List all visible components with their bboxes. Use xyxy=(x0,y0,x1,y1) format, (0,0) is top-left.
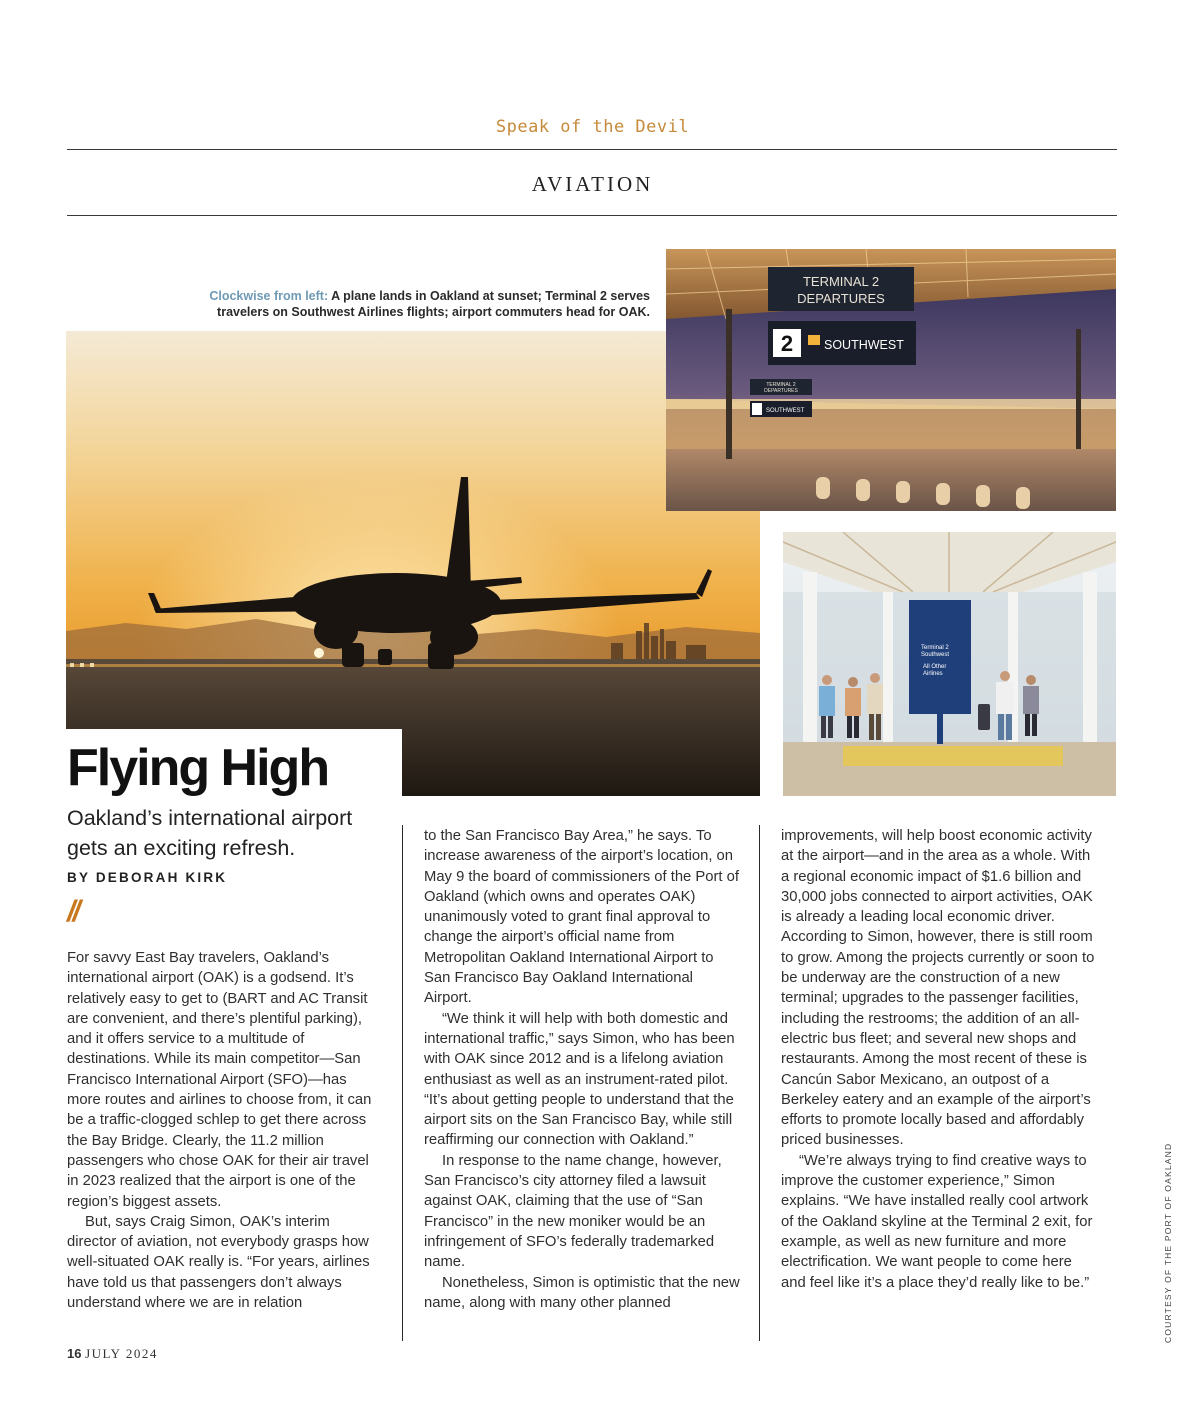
caption-lead: Clockwise from left: xyxy=(209,289,329,303)
paragraph: “We think it will help with both domestic and international traffic,” says Simon, who has been with OAK since 2012 and is a lifelong aviation enthusiast as well as an instrument-rated pilot. “It’s about getting people to understand that the airport sits on the San Francisco Bay, while still reaffirming our connection with Oakland.” xyxy=(424,1010,735,1149)
wayfinding-line2: Southwest xyxy=(921,652,950,658)
article-dek: Oakland’s international airport gets an exciting refresh. xyxy=(67,806,353,860)
paragraph: In response to the name change, however, San Francisco’s city attorney filed a lawsuit against OAK, claiming that the use of “San Francisco” in the new moniker would be an infringement of SFO’s federally trademarked name. xyxy=(424,1152,722,1271)
page-footer xyxy=(67,1346,158,1362)
page-number: 16 xyxy=(67,1346,82,1361)
top-rule xyxy=(67,149,1117,150)
terminal-departures-photo xyxy=(666,249,1116,511)
small-terminal-sign-line2: DEPARTURES xyxy=(764,388,798,394)
ornament-slashes: // xyxy=(67,895,78,928)
paragraph: Nonetheless, Simon is optimistic that the new name, along with many other planned xyxy=(424,1274,740,1311)
small-southwest-label: SOUTHWEST xyxy=(766,408,805,414)
article-column-2 xyxy=(424,826,742,1313)
terminal-sign-line1: TERMINAL 2 xyxy=(802,274,880,289)
wayfinding-line3: All Other xyxy=(923,664,947,670)
paragraph: But, says Craig Simon, OAK’s interim director of aviation, not everybody grasps how well-situated OAK really is. “For years, airlines have told us that passengers don’t always understand where we are in relation xyxy=(67,1213,370,1312)
paragraph: to the San Francisco Bay Area,” he says. To increase awareness of the airport’s location, on May 9 the board of commissioners of the Port of Oakland (which owns and operates OAK) unanimously voted to grant final approval to change the airport’s official name from Metropolitan Oakland International Airport to San Francisco Bay Oakland International Airport. xyxy=(424,828,739,1007)
paragraph: improvements, will help boost economic activity at the airport—and in the area as a whole. With a regional economic impact of $1.6 billion and 30,000 jobs connected to airport activities, OAK is already a leading local economic driver. According to Simon, however, there is still room to grow. Among the projects currently or soon to be underway are the construction of a new terminal; upgrades to the passenger facilities, including the restrooms; the addition of an all-electric bus fleet; and several new shops and restaurants. Among the most recent of these is Cancún Sabor Mexicano, an outpost of a Berkeley eatery and an example of the airport’s efforts to promote locally based and affordably priced businesses. xyxy=(781,828,1095,1149)
wayfinding-line1: Terminal 2 xyxy=(921,645,949,651)
wayfinding-line4: Airlines xyxy=(923,671,943,677)
column-divider xyxy=(402,825,403,1341)
article-column-3 xyxy=(781,826,1099,1293)
section-rule xyxy=(67,215,1117,216)
running-head: Speak of the Devil xyxy=(495,117,690,137)
photo-credit: COURTESY OF THE PORT OF OAKLAND xyxy=(1163,1142,1173,1343)
terminal-sign-line2: DEPARTURES xyxy=(797,291,885,306)
column-divider xyxy=(759,825,760,1341)
photo-caption xyxy=(160,288,650,320)
paragraph: “We’re always trying to find creative ways to improve the customer experience,” Simon explains. “We have installed really cool artwork of the Oakland skyline at the Terminal 2 exit, for example, as well as new furniture and more electrification. We want people to come here and feel like it’s a place they’d really like to be.” xyxy=(781,1152,1093,1291)
plane-sunset-photo xyxy=(66,331,760,796)
paragraph: For savvy East Bay travelers, Oakland’s international airport (OAK) is a godsend. It’s relatively easy to get to (BART and AC Transit are convenient, and there’s plentiful parking), and it offers service to a multitude of destinations. While its main competitor—San Francisco International Airport (SFO)—has more routes and airlines to choose from, it can be a traffic-clogged schlep to get there across the Bay Bridge. Clearly, the 11.2 million passengers who chose OAK for their air travel in 2023 realized that the airport is one of the region’s biggest assets. xyxy=(67,950,372,1210)
article-byline: BY DEBORAH KIRK xyxy=(67,870,228,885)
southwest-gate-number: 2 xyxy=(780,331,794,356)
southwest-sign-label: SOUTHWEST xyxy=(824,338,904,352)
article-headline: Flying High xyxy=(67,739,329,797)
section-label: AVIATION xyxy=(531,172,654,196)
issue-date: JULY 2024 xyxy=(85,1346,158,1361)
commuters-photo xyxy=(783,532,1116,796)
article-column-1 xyxy=(67,948,383,1313)
small-terminal-sign-line1: TERMINAL 2 xyxy=(766,382,796,388)
caption-text: A plane lands in Oakland at sunset; Terminal 2 serves travelers on Southwest Airlines flights; airport commuters head for OAK. xyxy=(217,289,650,319)
